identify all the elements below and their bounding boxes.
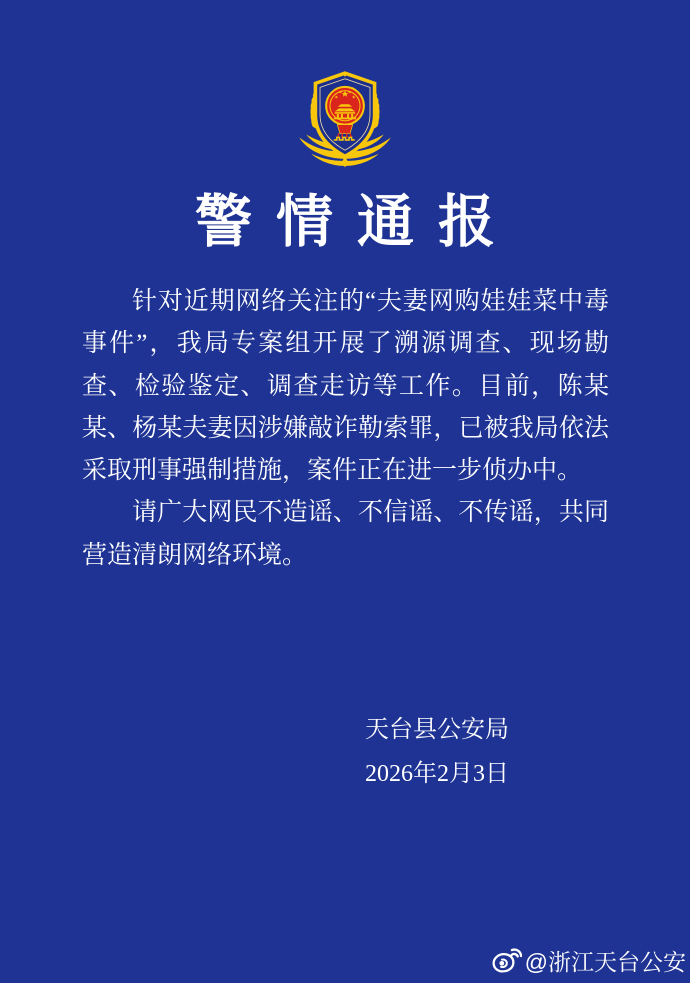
notice-title: 警情通报 — [195, 191, 519, 254]
police-badge-icon — [294, 62, 396, 172]
weibo-watermark — [492, 944, 686, 977]
issuing-agency: 天台县公安局 — [365, 717, 509, 743]
weibo-handle: @浙江天台公安 — [524, 949, 686, 975]
issue-date: 2026年2月3日 — [365, 761, 509, 787]
weibo-icon — [492, 946, 522, 975]
notice-paragraph-2: 请广大网民不造谣、不信谣、不传谣，共同营造清朗网络环境。 — [82, 499, 609, 569]
notice-body — [82, 281, 609, 577]
signature-block — [327, 708, 547, 796]
notice-paragraph-1: 针对近期网络关注的“夫妻网购娃娃菜中毒事件”，我局专案组开展了溯源调查、现场勘查、检验鉴定、调查走访等工作。目前，陈某某、杨某夫妻因涉嫌敲诈勒索罪，已被我局依法采取刑事强制措施，案件正在进一步侦办中。 — [82, 288, 609, 485]
